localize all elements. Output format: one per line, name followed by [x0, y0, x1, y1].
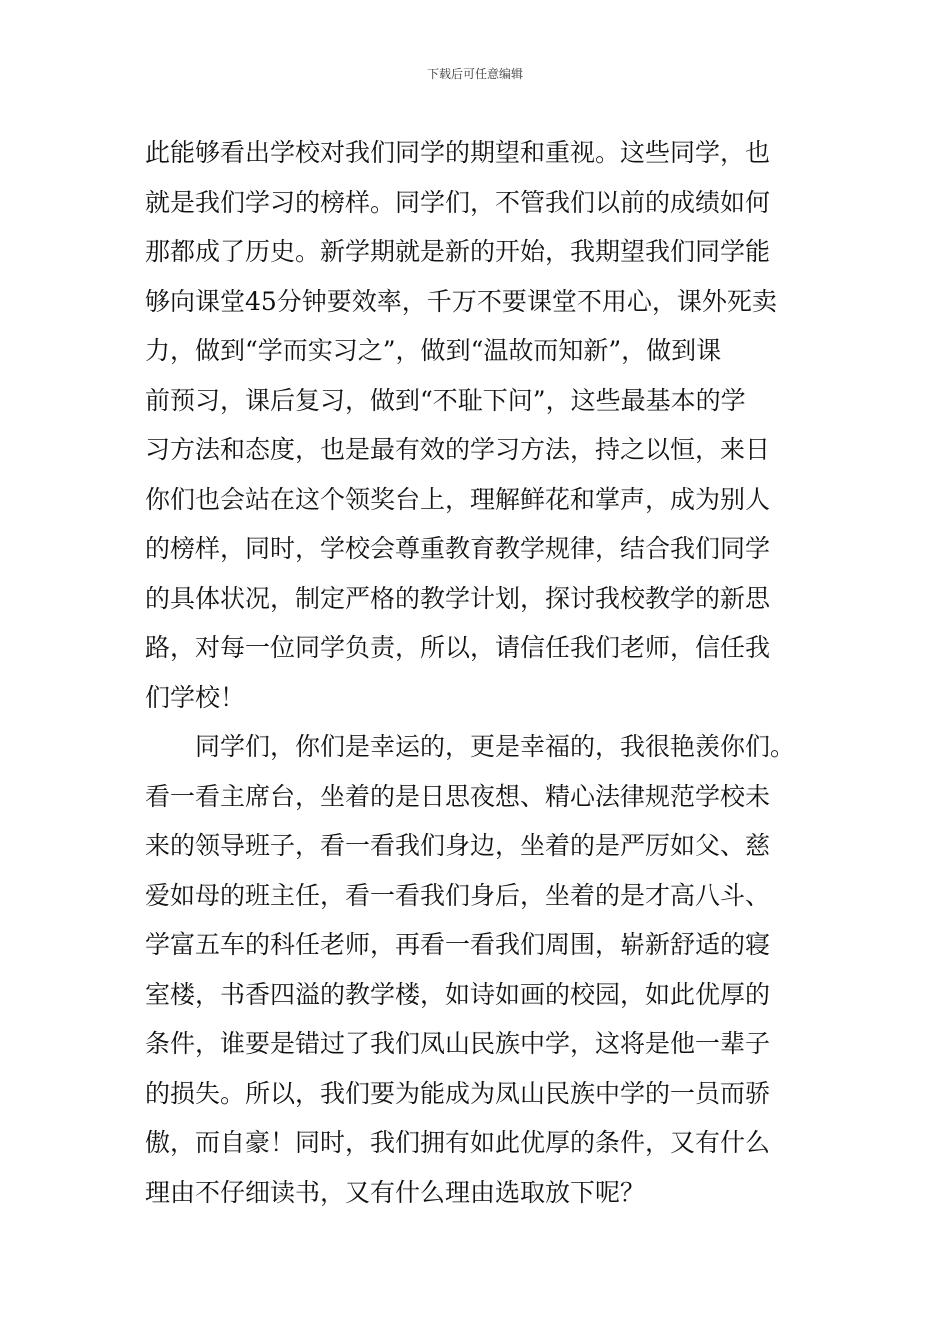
text-line: 学富五车的科任老师，再看一看我们周围，崭新舒适的寝 — [145, 930, 771, 959]
text-line: 来的领导班子，看一看我们身边，坐着的是严厉如父、慈 — [145, 831, 771, 860]
body-text — [145, 128, 845, 1217]
text-line: 前预习，课后复习，做到“不耻下问”，这些最基本的学 — [145, 385, 746, 415]
text-line: 那都成了历史。新学期就是新的开始，我期望我们同学能 — [145, 237, 771, 266]
text-line: 的具体状况，制定严格的教学计划，探讨我校教学的新思 — [145, 583, 771, 613]
text-line: 的榜样，同时，学校会尊重教育教学规律，结合我们同学 — [145, 534, 771, 563]
text-line: 条件，谁要是错过了我们凤山民族中学，这将是他一辈子 — [145, 1029, 771, 1058]
text-line: 的损失。所以，我们要为能成为凤山民族中学的一员而骄 — [145, 1078, 771, 1108]
text-line: 同学们，你们是幸运的，更是幸福的，我很艳羡你们。 — [145, 732, 796, 761]
text-line: 路，对每一位同学负责，所以，请信任我们老师，信任我 — [145, 633, 771, 662]
text-line: 室楼，书香四溢的教学楼，如诗如画的校园，如此优厚的 — [145, 979, 771, 1009]
text-line: 你们也会站在这个领奖台上，理解鲜花和掌声，成为别人 — [145, 484, 771, 514]
text-line: 习方法和态度，也是最有效的学习方法，持之以恒，来日 — [145, 435, 771, 464]
text-line: 够向课堂45分钟要效率，千万不要课堂不用心，课外死卖 — [145, 286, 777, 316]
text-line: 此能够看出学校对我们同学的期望和重视。这些同学，也 — [145, 138, 771, 167]
text-line: 就是我们学习的榜样。同学们，不管我们以前的成绩如何 — [145, 187, 771, 217]
text-line: 们学校！ — [145, 682, 246, 712]
text-line: 理由不仔细读书，又有什么理由选取放下呢？ — [145, 1177, 646, 1207]
text-line: 看一看主席台，坐着的是日思夜想、精心法律规范学校未 — [145, 781, 771, 811]
page-header: 下载后可任意编辑 — [426, 67, 523, 81]
text-line: 傲，而自豪！同时，我们拥有如此优厚的条件，又有什么 — [145, 1128, 771, 1157]
text-line: 力，做到“学而实习之”，做到“温故而知新”，做到课 — [145, 336, 722, 365]
text-line: 爱如母的班主任，看一看我们身后，坐着的是才高八斗、 — [145, 880, 771, 910]
